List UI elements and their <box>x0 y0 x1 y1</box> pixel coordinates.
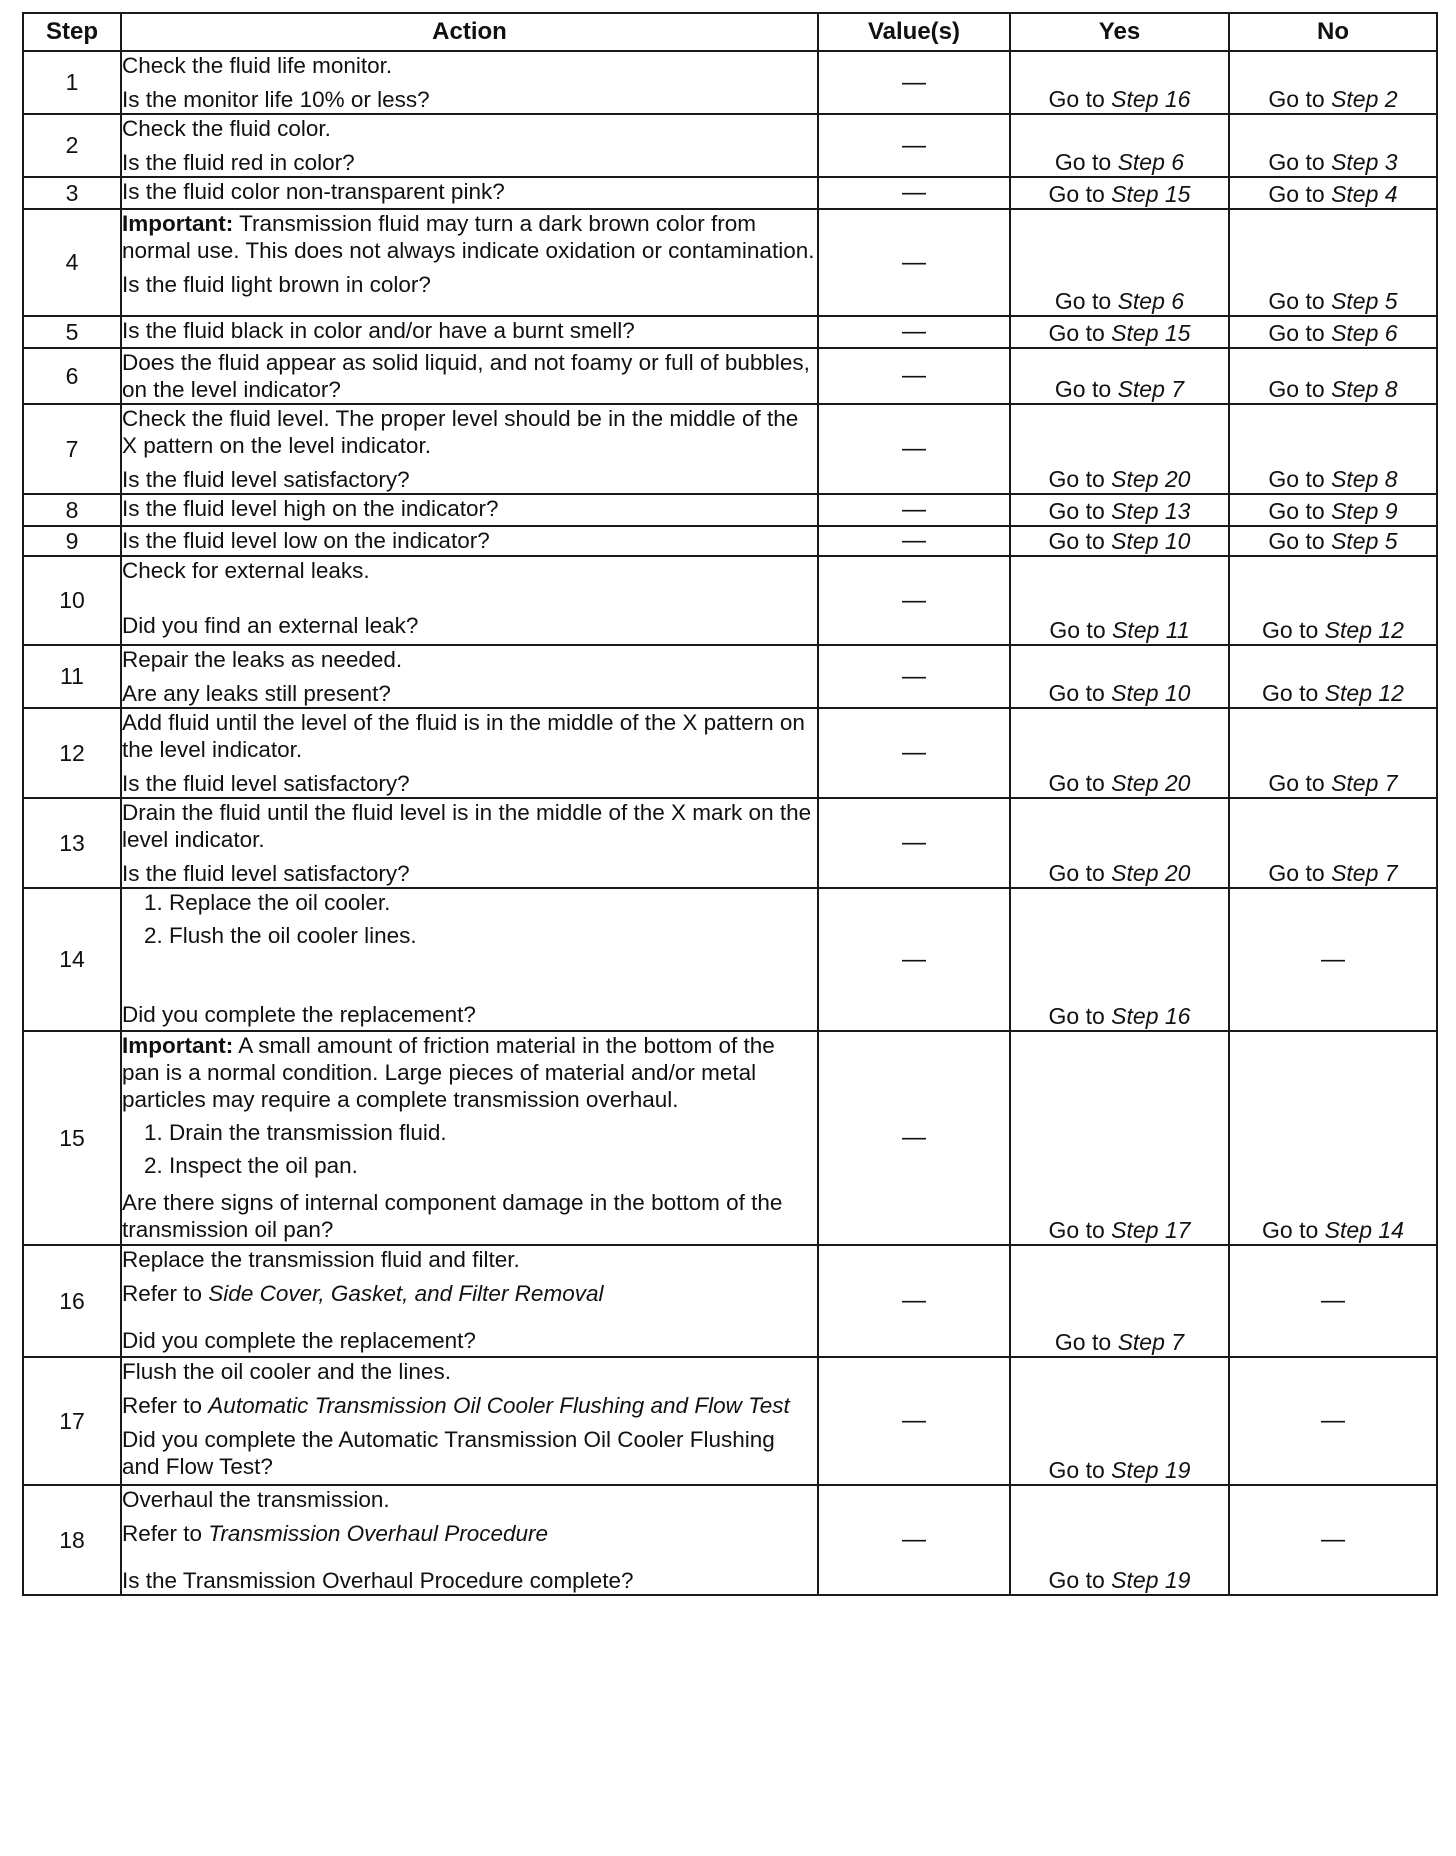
yes-cell <box>1010 316 1229 348</box>
value-cell <box>818 348 1010 404</box>
step-number: 18 <box>23 1485 121 1595</box>
goto-step-number: 6 <box>1171 288 1185 314</box>
goto-prefix: Go to <box>1048 320 1112 346</box>
table-row <box>23 494 1437 526</box>
goto-prefix: Go to <box>1049 617 1113 643</box>
action-cell <box>121 404 818 494</box>
dash-mark: — <box>902 318 926 345</box>
step-number: 7 <box>23 404 121 494</box>
step-word: Step <box>1331 376 1385 402</box>
step-word: Step <box>1331 149 1385 175</box>
yes-cell <box>1010 494 1229 526</box>
step-word: Step <box>1117 149 1172 175</box>
no-cell <box>1229 348 1437 404</box>
goto-prefix: Go to <box>1268 320 1332 346</box>
header-values: Value(s) <box>818 13 1010 51</box>
no-cell <box>1229 404 1437 494</box>
goto-step-number: 13 <box>1164 498 1191 524</box>
substep-item: 1. Replace the oil cooler. <box>144 890 391 915</box>
question-text: Is the fluid light brown in color? <box>122 272 431 297</box>
step-number: 17 <box>23 1357 121 1485</box>
question-text: Is the fluid level satisfactory? <box>122 771 410 796</box>
goto-step-number: 8 <box>1384 376 1398 402</box>
action-cell <box>121 888 818 1031</box>
question-text: Did you find an external leak? <box>122 613 419 638</box>
instruction-text: Repair the leaks as needed. <box>122 647 403 672</box>
goto-prefix: Go to <box>1268 288 1332 314</box>
goto-prefix: Go to <box>1268 149 1332 175</box>
value-cell <box>818 556 1010 645</box>
step-number: 15 <box>23 1031 121 1245</box>
step-number: 11 <box>23 645 121 708</box>
no-cell <box>1229 888 1437 1031</box>
goto-prefix: Go to <box>1048 466 1112 492</box>
goto-prefix: Go to <box>1268 466 1332 492</box>
goto-step-number: 19 <box>1164 1567 1191 1593</box>
step-word: Step <box>1111 680 1165 706</box>
action-cell <box>121 1031 818 1245</box>
table-row <box>23 526 1437 556</box>
step-number: 13 <box>23 798 121 888</box>
reference-line <box>122 1520 817 1547</box>
yes-cell <box>1010 1485 1229 1595</box>
goto-step-number: 9 <box>1384 498 1398 524</box>
yes-cell <box>1010 888 1229 1031</box>
goto-prefix: Go to <box>1054 288 1118 314</box>
step-word: Step <box>1117 288 1172 314</box>
goto-step-number: 20 <box>1164 860 1191 886</box>
goto-prefix: Go to <box>1262 680 1325 706</box>
goto-prefix: Go to <box>1048 1003 1112 1029</box>
no-cell <box>1229 1031 1437 1245</box>
dash-mark: — <box>902 829 926 856</box>
dash-mark: — <box>902 435 926 462</box>
goto-prefix: Go to <box>1268 86 1332 112</box>
dash-mark: — <box>902 945 926 973</box>
goto-prefix: Go to <box>1268 376 1332 402</box>
question-text: Did you complete the Automatic Transmission Oil Cooler Flushing and Flow Test? <box>122 1427 775 1479</box>
reference-line <box>122 1392 817 1419</box>
table-row <box>23 708 1437 798</box>
step-word: Step <box>1111 320 1165 346</box>
goto-step-number: 5 <box>1384 528 1398 554</box>
step-word: Step <box>1331 770 1385 796</box>
action-cell <box>121 1357 818 1485</box>
value-cell <box>818 1357 1010 1485</box>
goto-prefix: Go to <box>1048 860 1112 886</box>
step-number: 4 <box>23 209 121 316</box>
yes-cell <box>1010 209 1229 316</box>
no-cell <box>1229 798 1437 888</box>
value-cell <box>818 645 1010 708</box>
table-row <box>23 1031 1437 1245</box>
step-word: Step <box>1331 288 1385 314</box>
dash-mark: — <box>1321 1287 1345 1314</box>
step-word: Step <box>1331 498 1385 524</box>
goto-step-number: 7 <box>1384 860 1398 886</box>
step-word: Step <box>1111 1567 1165 1593</box>
goto-step-number: 4 <box>1384 181 1398 207</box>
reference-link[interactable]: Transmission Overhaul Procedure <box>208 1521 549 1546</box>
dash-mark: — <box>902 1124 926 1151</box>
action-cell <box>121 348 818 404</box>
goto-prefix: Go to <box>1048 528 1112 554</box>
instruction-text: Overhaul the transmission. <box>122 1487 390 1512</box>
action-cell <box>121 51 818 114</box>
table-row <box>23 114 1437 177</box>
question-text: Is the fluid color non-transparent pink? <box>122 179 505 204</box>
no-cell <box>1229 526 1437 556</box>
step-word: Step <box>1111 181 1165 207</box>
step-number: 5 <box>23 316 121 348</box>
step-number: 12 <box>23 708 121 798</box>
step-word: Step <box>1324 617 1379 643</box>
goto-step-number: 11 <box>1165 617 1190 643</box>
table-row <box>23 51 1437 114</box>
table-row <box>23 556 1437 645</box>
step-word: Step <box>1117 376 1172 402</box>
goto-step-number: 5 <box>1384 288 1398 314</box>
header-row <box>23 13 1437 51</box>
goto-prefix: Go to <box>1048 86 1112 112</box>
no-cell <box>1229 556 1437 645</box>
goto-step-number: 12 <box>1378 680 1404 706</box>
yes-cell <box>1010 1031 1229 1245</box>
header-no: No <box>1229 13 1437 51</box>
yes-cell <box>1010 708 1229 798</box>
goto-step-number: 15 <box>1164 320 1191 346</box>
question-text: Is the fluid level satisfactory? <box>122 861 410 886</box>
step-word: Step <box>1111 1217 1165 1243</box>
goto-step-number: 8 <box>1384 466 1398 492</box>
goto-prefix: Go to <box>1268 860 1332 886</box>
goto-prefix: Go to <box>1054 1329 1118 1355</box>
goto-prefix: Go to <box>1048 1217 1112 1243</box>
yes-cell <box>1010 51 1229 114</box>
no-cell <box>1229 1357 1437 1485</box>
step-word: Step <box>1331 860 1385 886</box>
reference-link[interactable]: Side Cover, Gasket, and Filter Removal <box>208 1281 604 1306</box>
yes-cell <box>1010 526 1229 556</box>
action-cell <box>121 209 818 316</box>
action-cell <box>121 114 818 177</box>
yes-cell <box>1010 404 1229 494</box>
goto-prefix: Go to <box>1048 680 1112 706</box>
no-cell <box>1229 316 1437 348</box>
value-cell <box>818 114 1010 177</box>
action-cell <box>121 798 818 888</box>
step-word: Step <box>1111 770 1165 796</box>
yes-cell <box>1010 1245 1229 1357</box>
value-cell <box>818 316 1010 348</box>
action-cell <box>121 494 818 526</box>
no-cell <box>1229 114 1437 177</box>
goto-prefix: Go to <box>1268 770 1332 796</box>
refer-prefix: Refer to <box>122 1393 209 1418</box>
question-text: Is the Transmission Overhaul Procedure complete? <box>122 1568 634 1593</box>
goto-step-number: 16 <box>1164 1003 1191 1029</box>
goto-prefix: Go to <box>1262 617 1325 643</box>
step-word: Step <box>1324 680 1379 706</box>
substep-item: 1. Drain the transmission fluid. <box>144 1120 447 1145</box>
step-word: Step <box>1331 466 1385 492</box>
header-step: Step <box>23 13 121 51</box>
step-number: 6 <box>23 348 121 404</box>
dash-mark: — <box>902 248 926 276</box>
step-word: Step <box>1111 1003 1165 1029</box>
instruction-text: Drain the fluid until the fluid level is in the middle of the X mark on the level indicator. <box>122 800 812 852</box>
substep-item: 2. Flush the oil cooler lines. <box>144 923 417 948</box>
table-row <box>23 1245 1437 1357</box>
dash-mark: — <box>1321 1407 1345 1434</box>
dash-mark: — <box>902 68 926 96</box>
step-word: Step <box>1331 528 1385 554</box>
goto-prefix: Go to <box>1048 1567 1112 1593</box>
yes-cell <box>1010 348 1229 404</box>
goto-step-number: 12 <box>1378 617 1404 643</box>
table-row <box>23 798 1437 888</box>
question-text: Is the fluid red in color? <box>122 150 355 175</box>
table-row <box>23 209 1437 316</box>
goto-prefix: Go to <box>1268 528 1332 554</box>
goto-prefix: Go to <box>1048 1457 1112 1483</box>
step-word: Step <box>1331 86 1385 112</box>
step-number: 16 <box>23 1245 121 1357</box>
important-text: A small amount of friction material in the bottom of the pan is a normal condition. Large pieces of material and/or metal particles may require a complete transmission overhaul. <box>122 1033 775 1112</box>
goto-step-number: 20 <box>1164 770 1191 796</box>
goto-prefix: Go to <box>1048 770 1112 796</box>
question-text: Is the fluid black in color and/or have a burnt smell? <box>122 318 635 343</box>
value-cell <box>818 209 1010 316</box>
goto-step-number: 3 <box>1384 149 1398 175</box>
value-cell <box>818 798 1010 888</box>
step-word: Step <box>1331 320 1385 346</box>
important-label: Important: <box>122 1033 234 1058</box>
question-text: Are there signs of internal component damage in the bottom of the transmission oil pan? <box>122 1190 783 1242</box>
goto-prefix: Go to <box>1048 181 1112 207</box>
goto-step-number: 19 <box>1164 1457 1191 1483</box>
value-cell <box>818 1485 1010 1595</box>
no-cell <box>1229 1485 1437 1595</box>
table-row <box>23 888 1437 1031</box>
no-cell <box>1229 494 1437 526</box>
action-cell <box>121 645 818 708</box>
dash-mark: — <box>1321 945 1345 973</box>
goto-prefix: Go to <box>1268 498 1332 524</box>
step-number: 2 <box>23 114 121 177</box>
step-number: 3 <box>23 177 121 209</box>
substep-item: 2. Inspect the oil pan. <box>144 1153 358 1178</box>
value-cell <box>818 708 1010 798</box>
table-row <box>23 1357 1437 1485</box>
important-note <box>122 210 817 264</box>
step-word: Step <box>1111 528 1165 554</box>
dash-mark: — <box>902 586 926 614</box>
instruction-text: Check the fluid level. The proper level should be in the middle of the X pattern on the level indicator. <box>122 406 799 458</box>
value-cell <box>818 1245 1010 1357</box>
step-number: 14 <box>23 888 121 1031</box>
yes-cell <box>1010 798 1229 888</box>
goto-step-number: 16 <box>1164 86 1191 112</box>
reference-link[interactable]: Automatic Transmission Oil Cooler Flushing and Flow Test <box>208 1393 790 1418</box>
yes-cell <box>1010 177 1229 209</box>
question-text: Is the monitor life 10% or less? <box>122 87 430 112</box>
table-row <box>23 1485 1437 1595</box>
important-note <box>122 1032 817 1113</box>
dash-mark: — <box>902 1526 926 1553</box>
goto-step-number: 20 <box>1164 466 1191 492</box>
important-label: Important: <box>122 211 234 236</box>
action-cell <box>121 177 818 209</box>
step-number: 9 <box>23 526 121 556</box>
no-cell <box>1229 51 1437 114</box>
goto-step-number: 14 <box>1378 1217 1404 1243</box>
goto-prefix: Go to <box>1262 1217 1325 1243</box>
value-cell <box>818 888 1010 1031</box>
step-word: Step <box>1111 860 1165 886</box>
yes-cell <box>1010 114 1229 177</box>
action-cell <box>121 316 818 348</box>
action-cell <box>121 526 818 556</box>
header-action: Action <box>121 13 818 51</box>
no-cell <box>1229 209 1437 316</box>
no-cell <box>1229 708 1437 798</box>
instruction-text: Check for external leaks. <box>122 558 370 583</box>
value-cell <box>818 1031 1010 1245</box>
question-text: Are any leaks still present? <box>122 681 391 706</box>
step-number: 8 <box>23 494 121 526</box>
goto-step-number: 15 <box>1164 181 1191 207</box>
action-cell <box>121 556 818 645</box>
action-cell <box>121 708 818 798</box>
value-cell <box>818 404 1010 494</box>
goto-step-number: 6 <box>1171 149 1185 175</box>
question-text: Is the fluid level low on the indicator? <box>122 528 490 553</box>
value-cell <box>818 51 1010 114</box>
dash-mark: — <box>902 496 926 523</box>
goto-prefix: Go to <box>1054 376 1118 402</box>
diagnostic-table <box>22 12 1438 1596</box>
goto-step-number: 7 <box>1171 1329 1185 1355</box>
step-word: Step <box>1111 466 1165 492</box>
dash-mark: — <box>902 662 926 690</box>
value-cell <box>818 177 1010 209</box>
dash-mark: — <box>902 527 926 554</box>
question-text: Did you complete the replacement? <box>122 1328 476 1353</box>
step-word: Step <box>1112 617 1166 643</box>
instruction-text: Flush the oil cooler and the lines. <box>122 1359 451 1384</box>
yes-cell <box>1010 1357 1229 1485</box>
step-number: 1 <box>23 51 121 114</box>
yes-cell <box>1010 645 1229 708</box>
yes-cell <box>1010 556 1229 645</box>
no-cell <box>1229 1245 1437 1357</box>
goto-step-number: 7 <box>1384 770 1398 796</box>
question-text: Is the fluid level satisfactory? <box>122 467 410 492</box>
instruction-text: Check the fluid color. <box>122 116 331 141</box>
goto-step-number: 6 <box>1384 320 1398 346</box>
step-word: Step <box>1111 86 1165 112</box>
important-text: Transmission fluid may turn a dark brown color from normal use. This does not always indicate oxidation or contamination. <box>122 211 815 263</box>
dash-mark: — <box>902 179 926 206</box>
question-text: Is the fluid level high on the indicator? <box>122 496 499 521</box>
table-row <box>23 404 1437 494</box>
goto-step-number: 10 <box>1164 528 1191 554</box>
value-cell <box>818 494 1010 526</box>
goto-prefix: Go to <box>1054 149 1118 175</box>
refer-prefix: Refer to <box>122 1281 209 1306</box>
goto-step-number: 10 <box>1164 680 1191 706</box>
refer-prefix: Refer to <box>122 1521 209 1546</box>
action-cell <box>121 1245 818 1357</box>
dash-mark: — <box>902 739 926 766</box>
step-word: Step <box>1111 1457 1165 1483</box>
goto-step-number: 2 <box>1384 86 1398 112</box>
table-row <box>23 645 1437 708</box>
table-row <box>23 348 1437 404</box>
goto-step-number: 7 <box>1171 376 1185 402</box>
goto-step-number: 17 <box>1164 1217 1191 1243</box>
table-row <box>23 177 1437 209</box>
dash-mark: — <box>902 131 926 159</box>
no-cell <box>1229 645 1437 708</box>
step-word: Step <box>1331 181 1385 207</box>
action-cell <box>121 1485 818 1595</box>
step-word: Step <box>1111 498 1165 524</box>
dash-mark: — <box>902 362 926 389</box>
instruction-text: Check the fluid life monitor. <box>122 53 393 78</box>
question-text: Did you complete the replacement? <box>122 1002 476 1027</box>
dash-mark: — <box>902 1287 926 1314</box>
no-cell <box>1229 177 1437 209</box>
step-number: 10 <box>23 556 121 645</box>
step-word: Step <box>1117 1329 1172 1355</box>
reference-line <box>122 1280 817 1307</box>
header-yes: Yes <box>1010 13 1229 51</box>
dash-mark: — <box>902 1407 926 1434</box>
question-text: Does the fluid appear as solid liquid, and not foamy or full of bubbles, on the level indicator? <box>122 350 810 402</box>
dash-mark: — <box>1321 1526 1345 1553</box>
goto-prefix: Go to <box>1048 498 1112 524</box>
step-word: Step <box>1324 1217 1379 1243</box>
instruction-text: Replace the transmission fluid and filter. <box>122 1247 520 1272</box>
goto-prefix: Go to <box>1268 181 1332 207</box>
value-cell <box>818 526 1010 556</box>
table-row <box>23 316 1437 348</box>
instruction-text: Add fluid until the level of the fluid is in the middle of the X pattern on the level indicator. <box>122 710 805 762</box>
